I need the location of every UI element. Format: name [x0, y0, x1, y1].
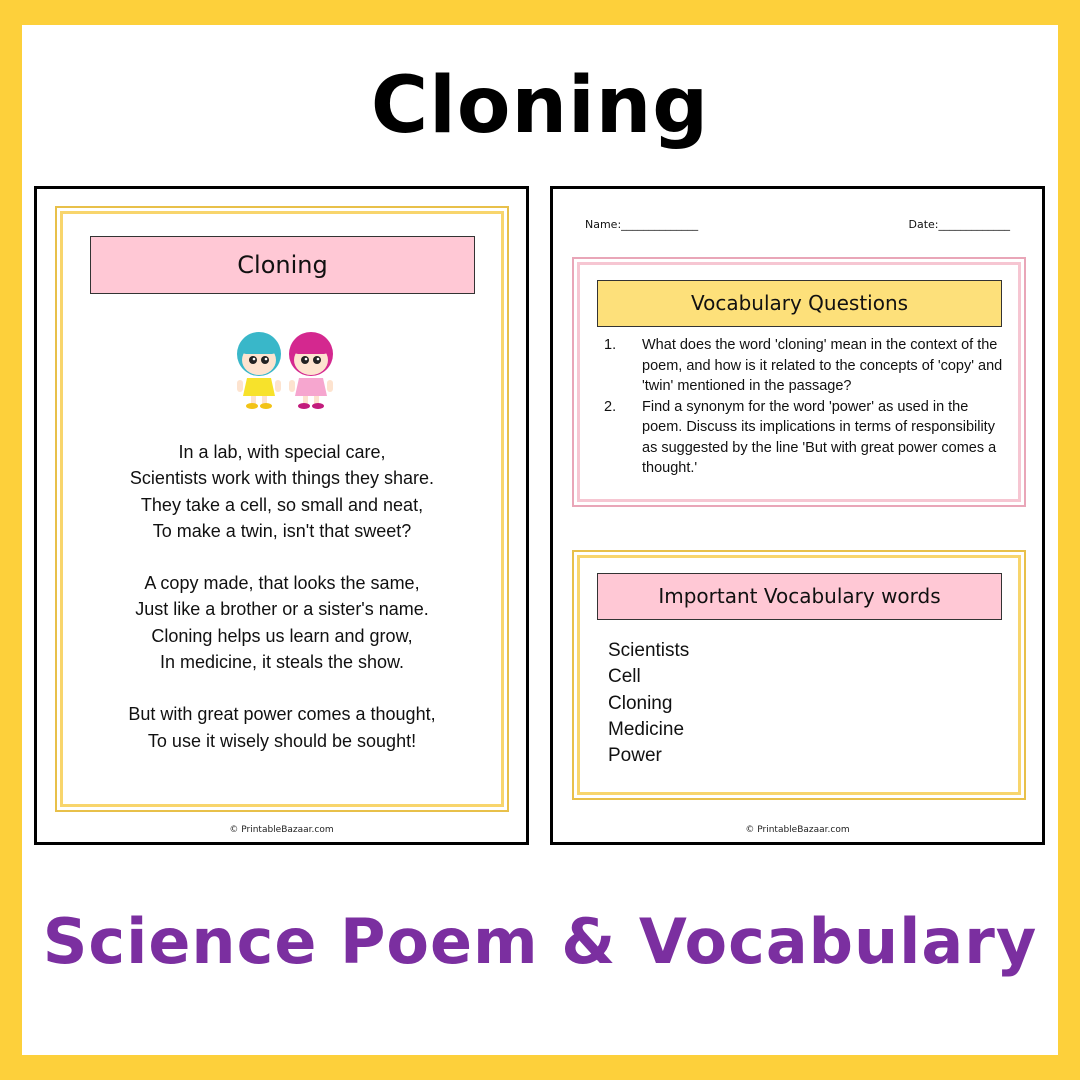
questions-frame	[577, 262, 1021, 502]
poem-title: Cloning	[90, 236, 475, 294]
name-field[interactable]: Name:______________	[585, 218, 699, 231]
worksheet-page	[550, 186, 1045, 845]
question-item	[604, 397, 1004, 479]
vocab-frame	[577, 555, 1021, 795]
poem-line: A copy made, that looks the same,	[144, 573, 420, 594]
vocab-word: Scientists	[608, 640, 690, 661]
question-text: Find a synonym for the word 'power' as used in the poem. Discuss its implications in terms of responsibility as suggested by the line 'But with great power comes a thought.'	[642, 398, 997, 476]
vocab-list	[608, 638, 689, 769]
poem-line: Cloning helps us learn and grow,	[151, 625, 413, 646]
poem-line: Just like a brother or a sister's name.	[135, 599, 429, 620]
poem-line: To use it wisely should be sought!	[147, 730, 417, 751]
question-text: What does the word 'cloning' mean in the context of the poem, and how is it related to the concepts of 'copy' and 'twin' mentioned in the passage?	[642, 337, 1003, 394]
vocab-word: Power	[608, 745, 662, 767]
question-number: 1.	[604, 337, 617, 353]
vocab-word: Cloning	[608, 692, 673, 714]
poem-stanza-2	[63, 570, 501, 675]
poem-stanza-3	[63, 701, 501, 754]
poem-line: But with great power comes a thought,	[128, 704, 436, 725]
poem-line: To make a twin, isn't that sweet?	[152, 520, 412, 541]
canvas	[22, 25, 1058, 1055]
copyright-footer: © PrintableBazaar.com	[745, 825, 850, 835]
subtitle: Science Poem & Vocabulary	[42, 905, 1038, 978]
main-title: Cloning	[370, 61, 710, 151]
poem-body	[63, 439, 501, 780]
poem-stanza-1	[63, 439, 501, 544]
copyright-footer: © PrintableBazaar.com	[229, 825, 334, 835]
poem-frame	[60, 211, 504, 807]
poem-line: Scientists work with things they share.	[129, 468, 435, 489]
poem-page	[34, 186, 529, 845]
questions-list	[604, 335, 1004, 479]
vocab-title: Important Vocabulary words	[597, 573, 1002, 620]
vocab-word: Cell	[608, 666, 641, 688]
poem-line: They take a cell, so small and neat,	[140, 494, 424, 515]
questions-title: Vocabulary Questions	[597, 280, 1002, 327]
poem-line: In medicine, it steals the show.	[159, 652, 405, 673]
vocab-word: Medicine	[608, 718, 685, 740]
poem-line: In a lab, with special care,	[178, 442, 386, 462]
question-item	[604, 335, 1004, 397]
question-number: 2.	[604, 398, 617, 415]
twin-dolls-icon	[227, 310, 343, 426]
date-field[interactable]: Date:_____________	[908, 218, 1010, 231]
